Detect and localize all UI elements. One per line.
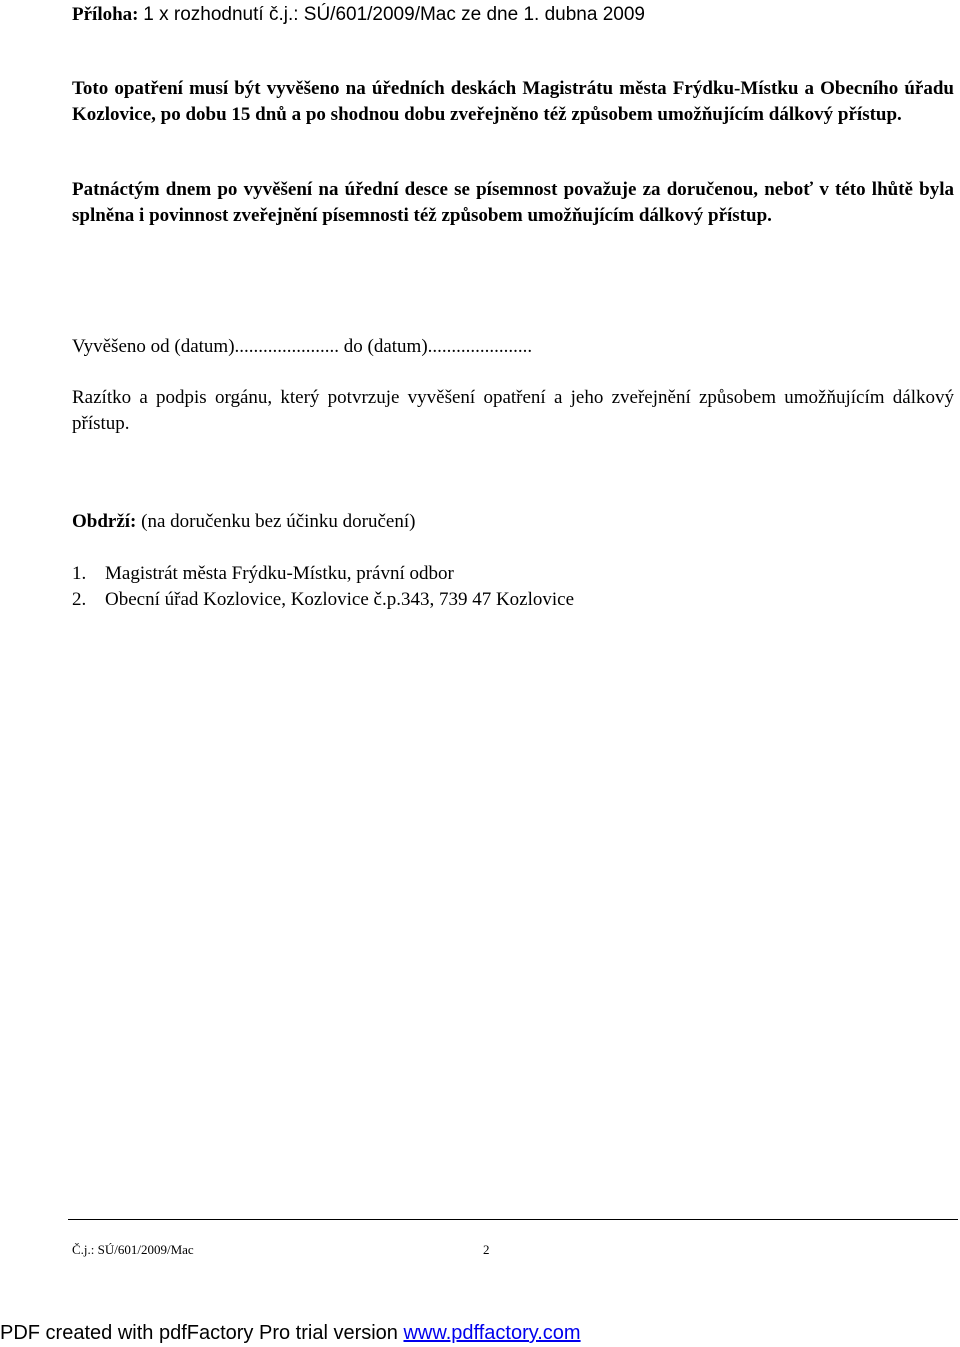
recipients-heading-label: Obdrží:: [72, 511, 137, 532]
recipients-heading-note: (na doručenku bez účinku doručení): [141, 511, 416, 532]
pdf-banner-text: PDF created with pdfFactory Pro trial version: [0, 1322, 404, 1344]
footer-page-number: 2: [483, 1242, 490, 1257]
attachment-text: 1 x rozhodnutí č.j.: SÚ/601/2009/Mac ze dne 1. dubna 2009: [143, 4, 645, 25]
pdffactory-link[interactable]: www.pdffactory.com: [403, 1322, 581, 1344]
pdf-trial-banner: [0, 1321, 581, 1345]
recipient-number: 1.: [72, 563, 87, 584]
posted-dates-line: Vyvěšeno od (datum)...................... do (datum)......................: [72, 336, 533, 357]
recipient-number: 2.: [72, 589, 87, 610]
recipient-name: Magistrát města Frýdku-Místku, právní odbor: [105, 563, 454, 584]
recipient-list-item: [72, 563, 454, 585]
posting-notice-paragraph: Toto opatření musí být vyvěšeno na úředních deskách Magistrátu města Frýdku-Místku a Obecního úřadu Kozlovice, po dobu 15 dnů a po shodnou dobu zveřejněno též způsobem umožňujícím dálkový přístup.: [72, 78, 954, 125]
recipient-list-item: [72, 589, 574, 611]
attachment-label: Příloha:: [72, 4, 139, 25]
recipient-name: Obecní úřad Kozlovice, Kozlovice č.p.343, 739 47 Kozlovice: [105, 589, 575, 610]
attachment-line: [72, 4, 645, 26]
delivery-notice-paragraph: Patnáctým dnem po vyvěšení na úřední desce se písemnost považuje za doručenou, neboť v této lhůtě byla splněna i povinnost zveřejnění písemnosti též způsobem umožňujícím dálkový přístup.: [72, 179, 954, 226]
recipients-heading: [72, 511, 415, 533]
footer-divider: [68, 1219, 958, 1220]
stamp-signature-paragraph: Razítko a podpis orgánu, který potvrzuje vyvěšení opatření a jeho zveřejnění způsobem umožňujícím dálkový přístup.: [72, 387, 954, 434]
footer-reference: Č.j.: SÚ/601/2009/Mac: [72, 1242, 194, 1257]
